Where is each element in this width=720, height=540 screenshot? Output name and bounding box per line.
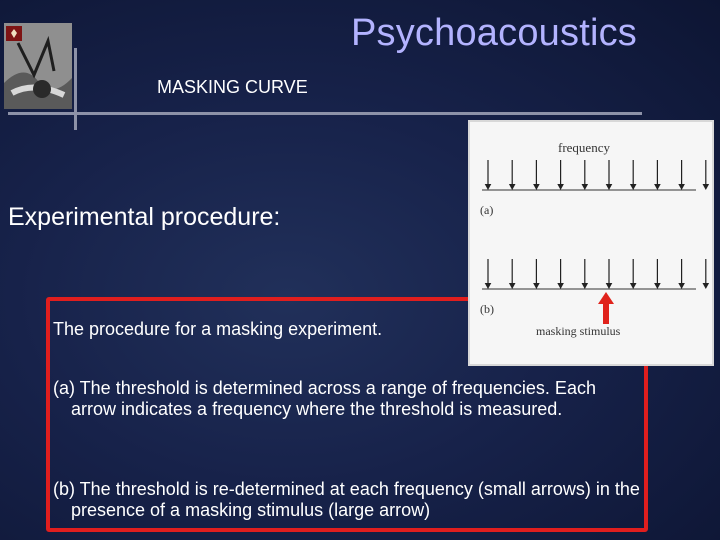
item-b-text: (b) The threshold is re-determined at each frequency (small arrows) in the presence of a masking stimulus (large arrow) [53,479,640,520]
item-a-text: (a) The threshold is determined across a range of frequencies. Each arrow indicates a frequency where the threshold is measured. [53,378,596,419]
arrow-b-3 [533,259,540,289]
vertical-rule [74,48,77,130]
arrow-b-5 [582,259,589,289]
frequency-label: frequency [558,140,610,155]
arrow-b-7 [630,259,637,289]
arrow-b-9 [678,259,685,289]
slide-subtitle: MASKING CURVE [157,77,308,97]
masking-stimulus-label: masking stimulus [536,324,621,338]
intro-text: The procedure for a masking experiment. [53,319,383,339]
arrow-b-6 [606,259,613,289]
arrow-a-3 [533,160,540,190]
arrow-a-8 [654,160,661,190]
horizontal-rule [8,112,642,115]
arrow-a-10 [703,160,710,190]
section-heading: Experimental procedure: [8,203,281,231]
masking-procedure-figure [468,120,714,366]
arrow-a-4 [557,160,564,190]
panel-b-label: (b) [480,302,494,316]
logo-image [4,23,72,109]
arrow-a-7 [630,160,637,190]
arrow-b-10 [703,259,710,289]
arrow-b-4 [557,259,564,289]
arrow-a-9 [678,160,685,190]
panel-a-label: (a) [480,203,494,217]
masker-arrow [598,292,614,324]
slide-title: Psychoacoustics [350,12,637,54]
arrow-b-8 [654,259,661,289]
arrow-a-1 [485,160,492,190]
arrow-a-2 [509,160,516,190]
arrow-a-5 [582,160,589,190]
arrow-b-2 [509,259,516,289]
arrow-a-6 [606,160,613,190]
arrow-b-1 [485,259,492,289]
